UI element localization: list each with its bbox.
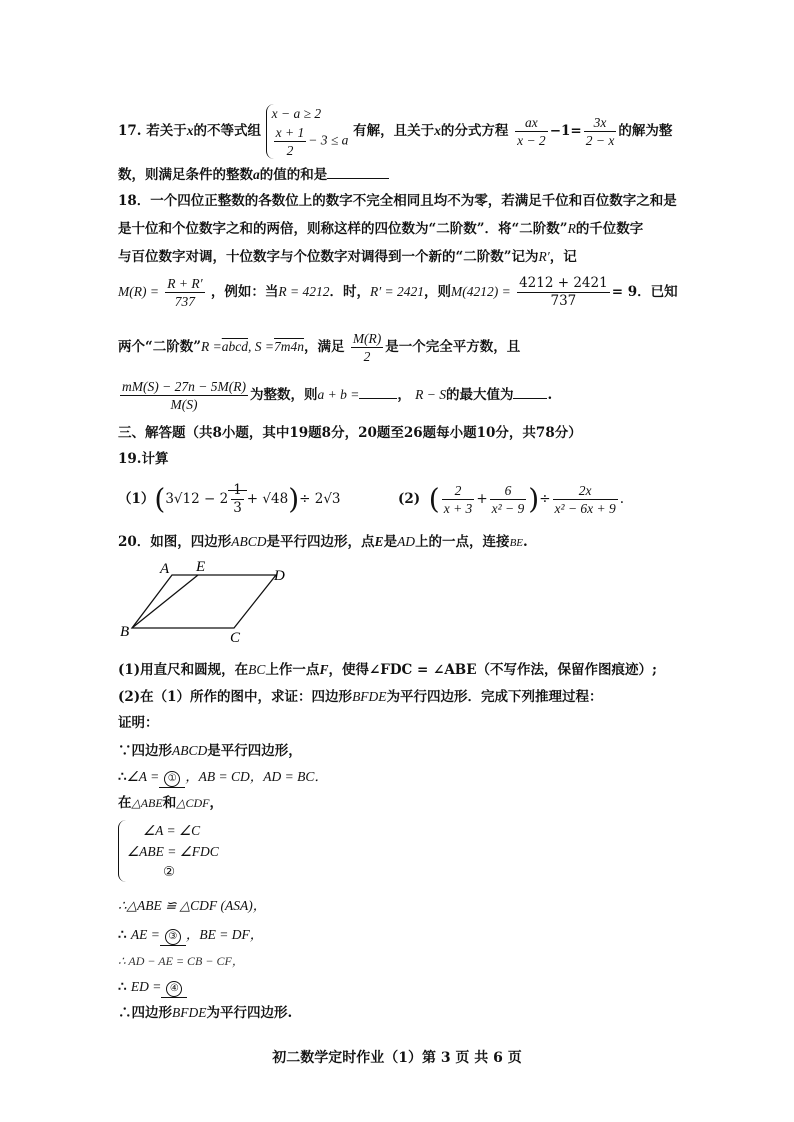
label-d: D: [274, 568, 285, 584]
q18-line5: 两个“二阶数”R =abcd, S =7m4n，满足 $\frac{M(R)}{2}$ 是一个完全平方数，且: [118, 331, 521, 364]
proof-label: 证明：: [118, 715, 159, 731]
label-e: E: [196, 559, 206, 575]
page-footer: 初二数学定时作业（1）第 3 页 共 6 页: [272, 1050, 522, 1066]
parallelogram-abcd: [132, 575, 276, 628]
answer-blank-1: ①: [164, 771, 180, 787]
q20-title: 20．如图，四边形ABCD是平行四边形，点E是AD上的一点，连接BE.: [118, 534, 528, 550]
q18-line3: 与百位数字对调，十位数字与个位数字对调得到一个新的“二阶数”记为R′，记: [118, 249, 577, 265]
proof-line8: ∴四边形BFDE为平行四边形.: [118, 1005, 293, 1021]
proof-line6: ∴ AD − AE = CB − CF，: [118, 954, 244, 968]
section-3-heading: 三、解答题（共8小题，其中19题8分，20题至26题每小题10分，共78分）: [118, 425, 582, 441]
proof-line3: 在△ABE和△CDF，: [118, 795, 223, 811]
q18-line1: 18．一个四位正整数的各数位上的数字不完全相同且均不为零，若满足千位和百位数字之和是: [118, 193, 677, 209]
q18-line4: M(R) = $\frac{R + R'}{737}$ ，例如：当R = 4212．时，R′ = 2421，则M(4212) = $\frac{4212 + 2421}{737}$ = 9．已知: [118, 275, 678, 309]
q20-step1: (1)用直尺和圆规，在BC上作一点F，使得∠FDC = ∠ABE（不写作法，保留作图痕迹）;: [118, 662, 657, 678]
label-a: A: [160, 561, 170, 577]
proof-line5: ∴ AE = ③ ，BE = DF，: [118, 925, 263, 946]
parallelogram-figure: [110, 558, 310, 648]
q19-part1: （1）(3√12 − 2 $\frac{1}{3}$ + √48)÷ 2√3: [118, 482, 341, 516]
q19-part2: (2) ( $\frac{2}{x + 3}$ + $\frac{6}{\text{x² − 9}}$ )÷ $\frac{2x}{\text{x² − 6x + 9}}$ .: [398, 482, 625, 516]
proof-system: ∠A = ∠C ∠ABE = ∠FDC ②: [118, 820, 219, 882]
label-c: C: [230, 630, 241, 646]
answer-blank-4: ④: [166, 981, 182, 997]
q17-line1: 17. 若关于x的不等式组 x − a ≥ 2 $\frac{x + 1}{2}$ − 3 ≤ a 有解，且关于x的分式方程 $\frac{ax}{x - 2}$ −1= $\frac{3x}{2 - x}$ 的解为整: [118, 106, 673, 158]
q19-title: 19.计算: [118, 451, 169, 467]
q20-step2: (2)在（1）所作的图中，求证：四边形BFDE为平行四边形．完成下列推理过程：: [118, 689, 603, 705]
label-b: B: [120, 624, 130, 640]
q18-line2: 是十位和个位数字之和的两倍，则称这样的四位数为“二阶数”．将“二阶数”R的千位数字: [118, 221, 644, 237]
q17-line2: 数，则满足条件的整数a的值的和是: [118, 165, 389, 185]
proof-line1: ∵四边形ABCD是平行四边形，: [118, 743, 302, 759]
segment-be: [132, 575, 198, 628]
answer-blank-3: ③: [165, 929, 181, 945]
proof-line4: ∴△ABE ≌ △CDF (ASA)，: [118, 898, 267, 913]
proof-line7: ∴ ED = ④: [118, 977, 187, 998]
q18-line6: $\frac{mM(S) - 27n - 5M(R)}{M(S)}$ 为整数，则a + b = ， R − S的最大值为 .: [122, 379, 553, 412]
q17-inequality-system: x − a ≥ 2 $\frac{x + 1}{2}$ − 3 ≤ a: [266, 104, 349, 159]
proof-line2: ∴∠A = ① ，AB = CD，AD = BC．: [118, 767, 328, 788]
